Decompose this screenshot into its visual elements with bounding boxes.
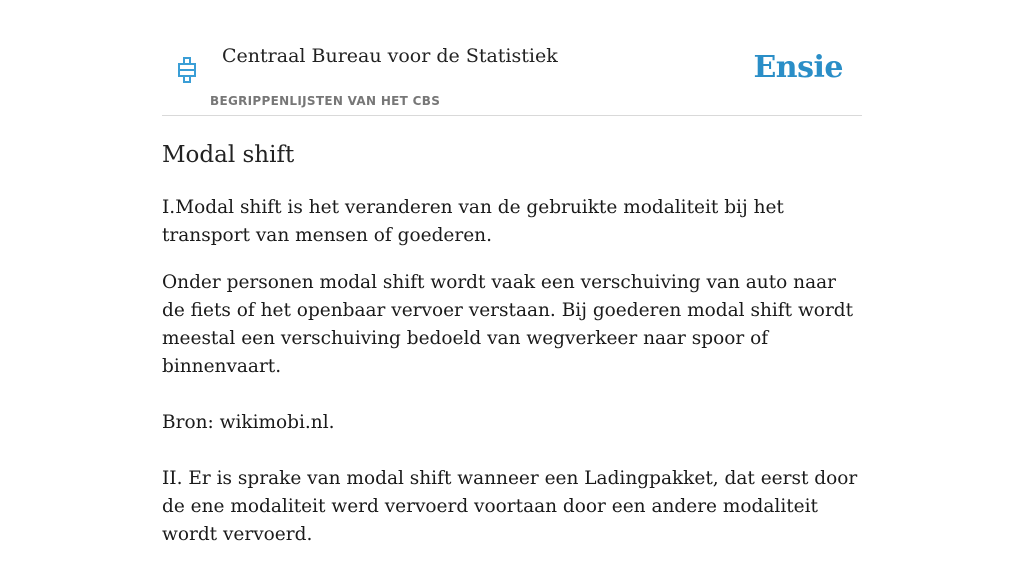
- site-header: [162, 0, 862, 116]
- page-container: [162, 0, 862, 568]
- source-note: Bron: wikimobi.nl.: [162, 412, 335, 433]
- page-title: Modal shift: [162, 142, 295, 168]
- main-content: [162, 116, 862, 549]
- definition-paragraph: Onder personen modal shift wordt vaak een verschuiving van auto naar de fiets of het openbaar vervoer verstaan. Bij goederen modal shift wordt meestal een verschuiving bedoeld van wegverkeer naar spoor of binnenvaart.: [162, 272, 854, 377]
- glossary-subtitle[interactable]: BEGRIPPENLIJSTEN VAN HET CBS: [210, 94, 441, 108]
- brand-logo[interactable]: Ensie: [753, 50, 843, 85]
- definition-paragraph: II. Er is sprake van modal shift wanneer een Ladingpakket, dat eerst door de ene modaliteit werd vervoerd voortaan door een andere modaliteit wordt vervoerd.: [162, 468, 858, 545]
- cbs-logo-icon[interactable]: [176, 56, 198, 86]
- definition-body: [162, 194, 862, 549]
- org-name[interactable]: Centraal Bureau voor de Statistiek: [222, 45, 558, 67]
- definition-paragraph: I.Modal shift is het veranderen van de gebruikte modaliteit bij het transport van mensen of goederen.: [162, 197, 784, 246]
